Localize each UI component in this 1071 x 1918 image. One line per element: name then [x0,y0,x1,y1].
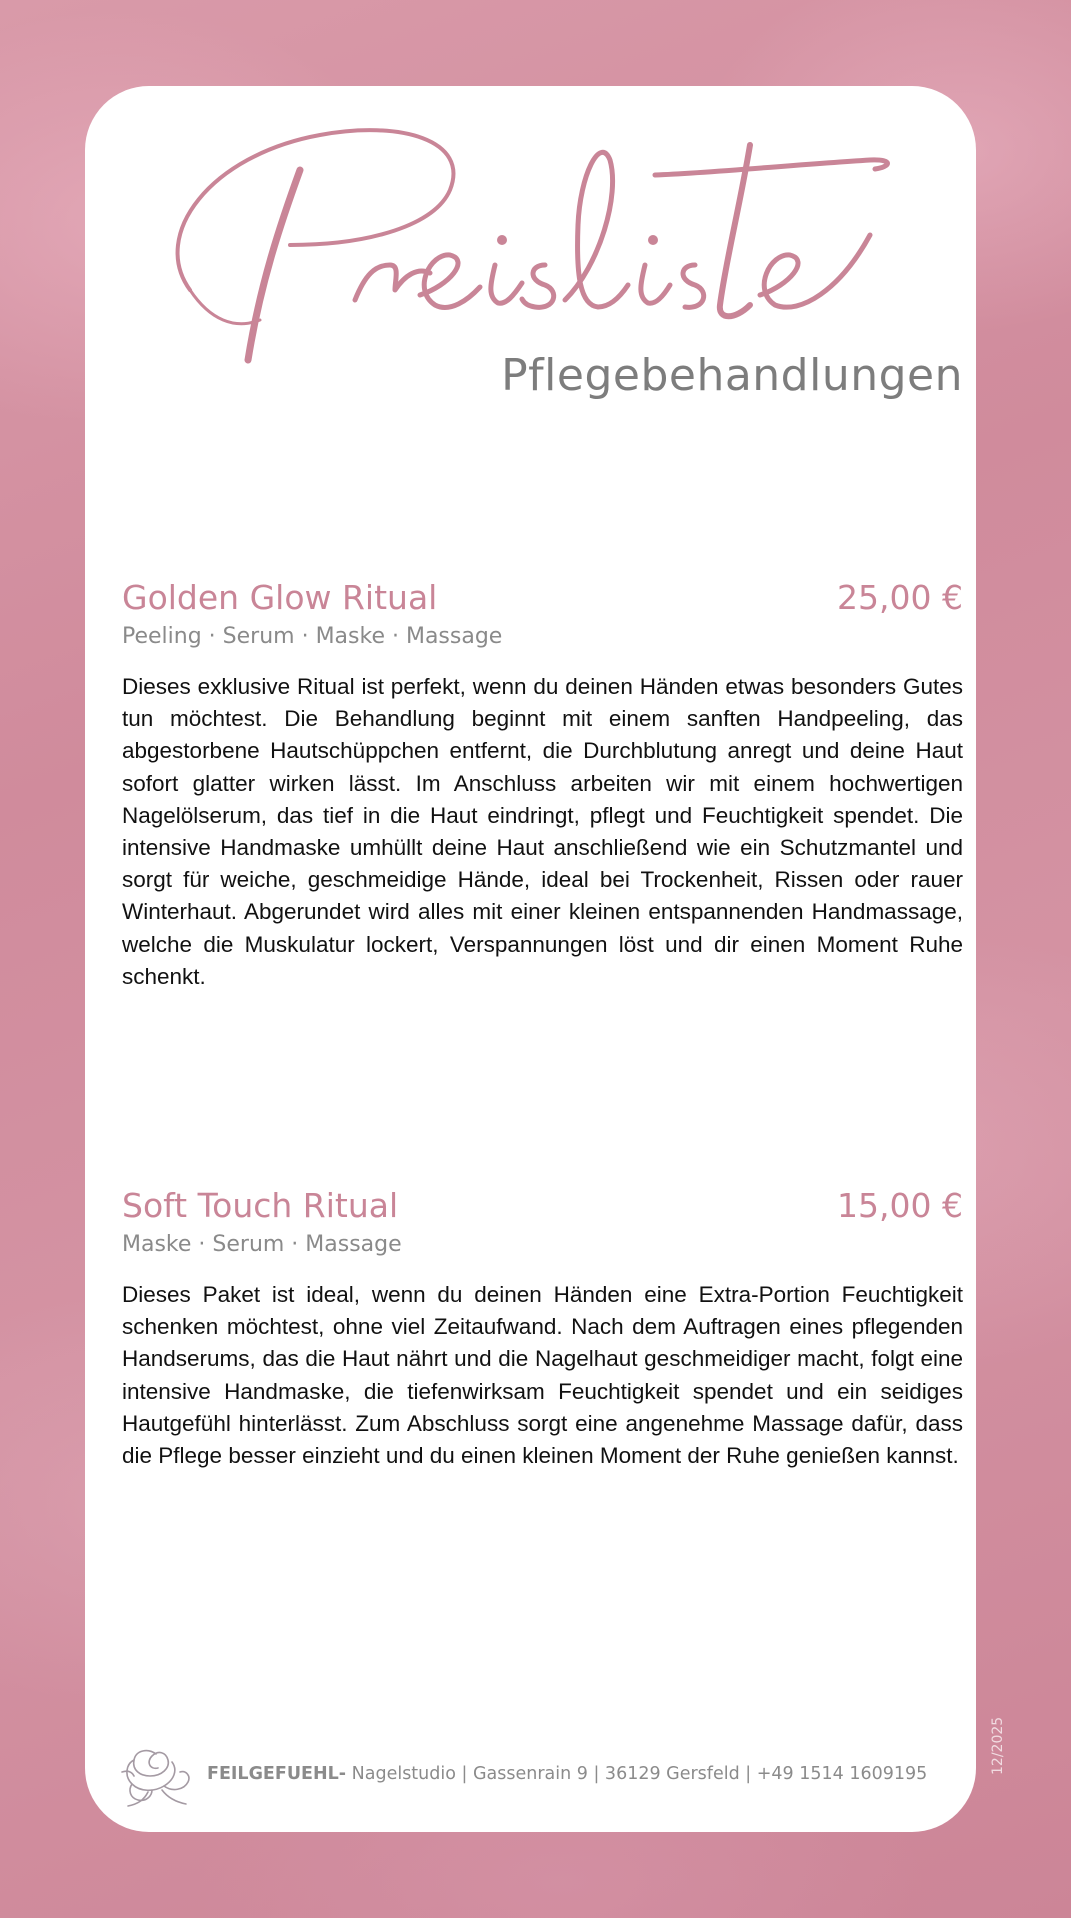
page-subtitle: Pflegebehandlungen [501,350,963,401]
date-stamp: 12/2025 [990,1716,1006,1775]
service-description: Dieses Paket ist ideal, wenn du deinen Händen eine Extra-Portion Feuchtigkeit schenken möchtest, ohne viel Zeitaufwand. Nach dem Auftragen eines pflegenden Handserums, das die Haut nährt und die Nagelhaut geschmeidiger macht, folgt eine intensive Handmaske, die tiefenwirksam Feuchtigkeit spendet und ein seidiges Hautgefühl hinterlässt. Zum Abschluss sorgt eine angenehme Massage dafür, dass die Pflege besser einzieht und du einen kleinen Moment der Ruhe genießen kannst. [122,1282,963,1469]
script-title-preisliste [150,115,940,375]
service-soft-touch [122,1186,963,1472]
service-price: 15,00 € [837,1186,963,1225]
service-tags: Peeling · Serum · Maske · Massage [122,624,503,649]
service-header [122,1186,963,1226]
footer [118,1742,978,1814]
service-golden-glow [122,578,963,993]
service-name: Soft Touch Ritual [122,1186,399,1225]
footer-contact [207,1764,927,1784]
service-tags: Maske · Serum · Massage [122,1232,402,1257]
footer-details: Nagelstudio | Gassenrain 9 | 36129 Gersfeld | +49 1514 1609195 [346,1764,928,1784]
service-name: Golden Glow Ritual [122,578,438,617]
rose-icon [118,1742,194,1808]
service-description: Dieses exklusive Ritual ist perfekt, wenn du deinen Händen etwas besonders Gutes tun möchtest. Die Behandlung beginnt mit einem sanften Handpeeling, das abgestorbene Hautschüppchen entfernt, die Durchblutung anregt und deine Haut sofort glatter wirken lässt. Im Anschluss arbeiten wir mit einem hochwertigen Nagelölserum, das tief in die Haut eindringt, pflegt und Feuchtigkeit spendet. Die intensive Handmaske umhüllt deine Haut anschließend wie ein Schutzmantel und sorgt für weiche, geschmeidige Hände, ideal bei Trockenheit, Rissen oder rauer Winterhaut. Abgerundet wird alles mit einer kleinen entspannenden Handmassage, welche die Muskulatur lockert, Verspannungen löst und dir einen Moment Ruhe schenkt. [122,674,963,989]
footer-brand: FEILGEFUEHL- [207,1764,347,1784]
service-price: 25,00 € [837,578,963,617]
service-header [122,578,963,618]
